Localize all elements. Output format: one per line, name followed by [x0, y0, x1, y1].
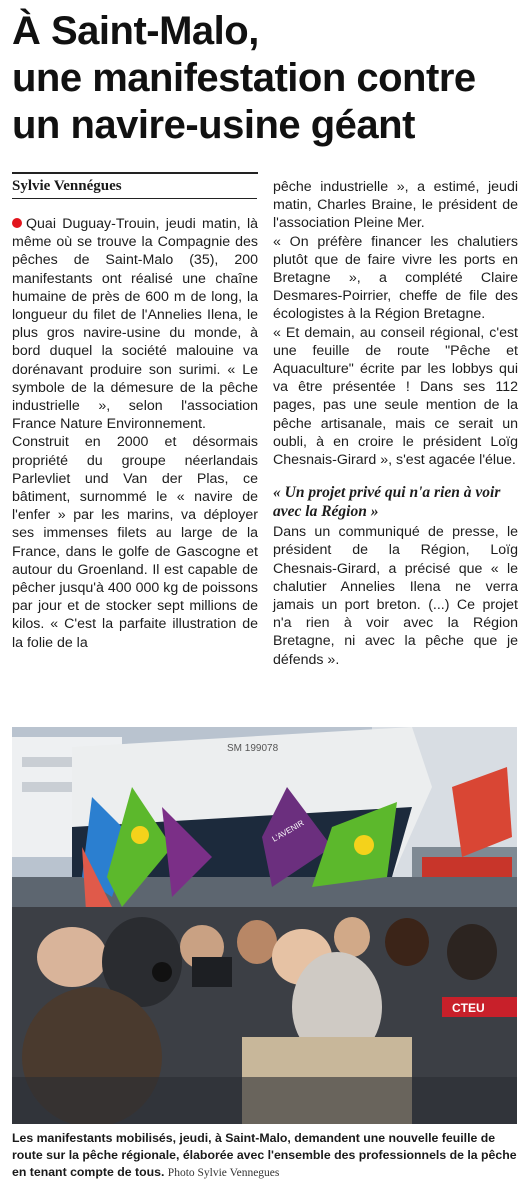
article-headline [12, 8, 517, 149]
photo-credit: Photo Sylvie Vennegues [167, 1167, 280, 1179]
banner-text: L'AVENIR [270, 818, 306, 844]
article-byline: Sylvie Vennégues [12, 178, 257, 199]
paragraph: pêche industrielle », a estimé, jeudi matin, Charles Braine, le président de l'association Pleine Mer. [273, 179, 518, 232]
headline-line: une manifestation contre [12, 56, 476, 100]
paragraph-text: Quai Duguay-Trouin, jeudi matin, là même où se trouve la Compagnie des pêches de Saint-Malo (35), 200 manifestants ont réalisé une chaîne humaine de près de 600 m de long, la longueur du filet de l'Annelies Ilena, le plus gros navire-usine du monde, à bord duquel la société malouine va dorénavant produire son surimi. « Le symbole de la démesure de la pêche industrielle », selon l'association France Nature Environnement. [12, 216, 258, 433]
paragraph: Dans un communiqué de presse, le président de la Région, Loïg Chesnais-Girard, a précisé que « le chalutier Annelies Ilena ne verra jamais un port breton. (...) Ce projet n'a rien à voir avec la Région Bretagne, ni avec la pêche que je défends ». [273, 524, 518, 668]
hull-number: SM 199078 [227, 743, 279, 754]
intertitle: « Un projet privé qui n'a rien à voir avec la Région » [273, 484, 501, 521]
protest-photo-illustration [12, 727, 517, 1124]
paragraph: « On préfère financer les chalutiers plutôt que de faire vivre les ports en Bretagne », a complété Claire Desmares-Poirrier, cheffe de file des écologistes à la Région Bretagne. [273, 233, 518, 323]
article-column-left [12, 215, 258, 652]
caption-text: Les manifestants mobilisés, jeudi, à Saint-Malo, demandent une nouvelle feuille de route sur la pêche régionale, élaborée avec l'ensemble des professionnels de la pêche en tenant compte de tous. [12, 1131, 517, 1179]
headline-line: un navire-usine géant [12, 103, 415, 147]
paragraph: « Et demain, au conseil régional, c'est une feuille de route "Pêche et Aquaculture" écrite par les lobbys qui va être présentée ! Dans ses 112 pages, pas une seule mention de la pêche artisanale, mais ce serait un oubli, à en croire le président Loïg Chesnais-Girard », s'est agacée l'élue. [273, 324, 518, 469]
article-photo [12, 727, 517, 1124]
paragraph: Construit en 2000 et désormais propriété du groupe néerlandais Parlevliet und Van der Plas, ce bâtiment, surnommé le « navire de l'enfer » par les marins, va déployer ses immenses filets au large de la France, dans le golfe de Gascogne et autour du Groenland. Il est capable de pêcher jusqu'à 400 000 kg de poissons par jour et de stocker sept millions de kilos. « C'est la parfaite illustration de la folie de la [12, 434, 258, 651]
headline-line: À Saint-Malo, [12, 9, 259, 53]
paragraph [12, 215, 258, 433]
photo-caption [12, 1130, 517, 1182]
article-column-right [273, 178, 518, 669]
byline-rule [12, 172, 258, 174]
crowd-banner-text: CTEU [452, 1001, 485, 1015]
bullet-dot-icon [12, 218, 22, 228]
